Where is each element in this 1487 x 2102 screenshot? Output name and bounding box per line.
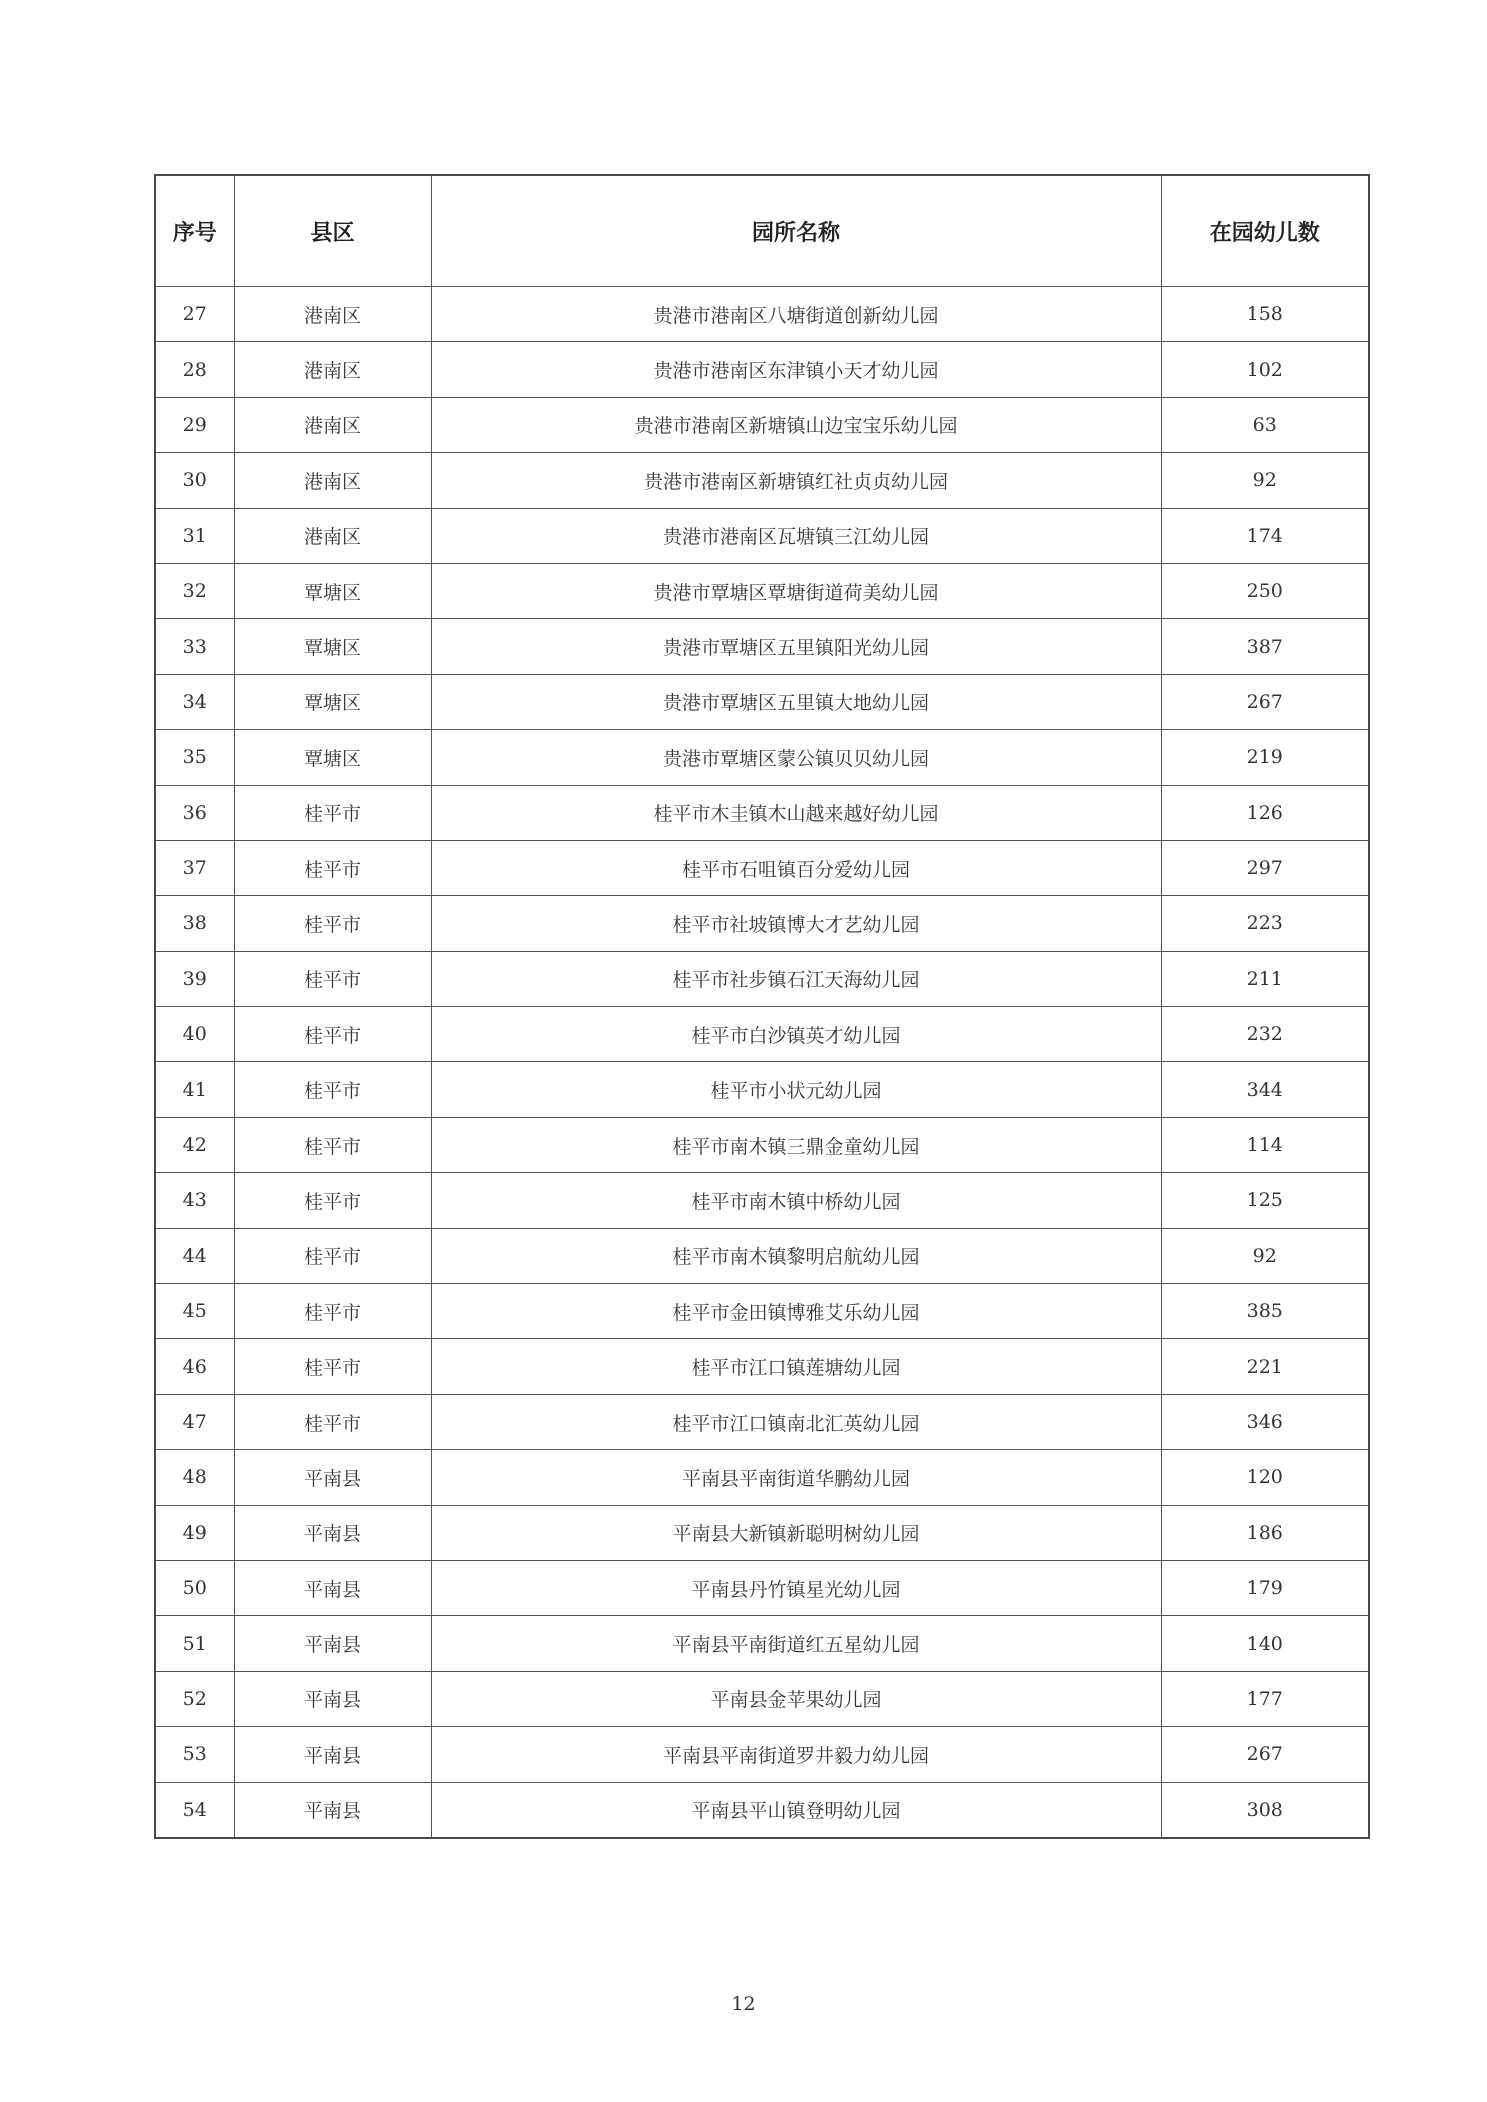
cell-serial-number: 32 [155,563,234,618]
cell-kindergarten-name: 桂平市社坡镇博大才艺幼儿园 [431,896,1161,951]
cell-enrolled-children: 179 [1161,1560,1369,1615]
cell-serial-number: 29 [155,397,234,452]
kindergarten-table [154,174,1370,1839]
table-row [155,619,1369,674]
table-row [155,508,1369,563]
cell-kindergarten-name: 平南县大新镇新聪明树幼儿园 [431,1505,1161,1560]
table-row [155,730,1369,785]
cell-county: 平南县 [234,1671,431,1726]
page-number: 12 [731,1993,756,2015]
cell-serial-number: 35 [155,730,234,785]
cell-serial-number: 53 [155,1727,234,1782]
cell-serial-number: 50 [155,1560,234,1615]
cell-serial-number: 42 [155,1117,234,1172]
cell-enrolled-children: 126 [1161,785,1369,840]
cell-serial-number: 41 [155,1062,234,1117]
cell-serial-number: 34 [155,674,234,729]
cell-enrolled-children: 219 [1161,730,1369,785]
cell-kindergarten-name: 桂平市社步镇石江天海幼儿园 [431,951,1161,1006]
cell-enrolled-children: 211 [1161,951,1369,1006]
cell-serial-number: 28 [155,342,234,397]
cell-enrolled-children: 346 [1161,1394,1369,1449]
cell-kindergarten-name: 桂平市金田镇博雅艾乐幼儿园 [431,1284,1161,1339]
cell-county: 桂平市 [234,1173,431,1228]
cell-enrolled-children: 223 [1161,896,1369,951]
cell-kindergarten-name: 贵港市覃塘区五里镇大地幼儿园 [431,674,1161,729]
cell-kindergarten-name: 贵港市港南区新塘镇山边宝宝乐幼儿园 [431,397,1161,452]
table-row [155,674,1369,729]
table-row [155,1228,1369,1283]
cell-serial-number: 52 [155,1671,234,1726]
table-row [155,1284,1369,1339]
table-body [155,287,1369,1838]
cell-enrolled-children: 267 [1161,1727,1369,1782]
cell-county: 覃塘区 [234,619,431,674]
cell-enrolled-children: 174 [1161,508,1369,563]
cell-kindergarten-name: 桂平市白沙镇英才幼儿园 [431,1007,1161,1062]
cell-enrolled-children: 140 [1161,1616,1369,1671]
cell-county: 覃塘区 [234,730,431,785]
table-row [155,342,1369,397]
table-row [155,1450,1369,1505]
cell-kindergarten-name: 平南县金苹果幼儿园 [431,1671,1161,1726]
cell-kindergarten-name: 桂平市江口镇南北汇英幼儿园 [431,1394,1161,1449]
cell-kindergarten-name: 桂平市南木镇三鼎金童幼儿园 [431,1117,1161,1172]
cell-kindergarten-name: 平南县平山镇登明幼儿园 [431,1782,1161,1838]
cell-kindergarten-name: 贵港市覃塘区五里镇阳光幼儿园 [431,619,1161,674]
table-row [155,1007,1369,1062]
table-row [155,1117,1369,1172]
cell-county: 港南区 [234,342,431,397]
cell-county: 覃塘区 [234,563,431,618]
cell-serial-number: 31 [155,508,234,563]
cell-serial-number: 48 [155,1450,234,1505]
cell-serial-number: 54 [155,1782,234,1838]
cell-enrolled-children: 344 [1161,1062,1369,1117]
cell-serial-number: 36 [155,785,234,840]
table-row [155,1505,1369,1560]
table-row [155,1394,1369,1449]
cell-county: 桂平市 [234,840,431,895]
table-row [155,1616,1369,1671]
table-header [155,175,1369,287]
header-county: 县区 [234,175,431,287]
cell-serial-number: 27 [155,287,234,342]
header-enrolled-children: 在园幼儿数 [1161,175,1369,287]
cell-enrolled-children: 102 [1161,342,1369,397]
cell-county: 桂平市 [234,1339,431,1394]
table-row [155,896,1369,951]
cell-kindergarten-name: 桂平市江口镇莲塘幼儿园 [431,1339,1161,1394]
cell-serial-number: 37 [155,840,234,895]
cell-serial-number: 33 [155,619,234,674]
cell-enrolled-children: 158 [1161,287,1369,342]
cell-enrolled-children: 186 [1161,1505,1369,1560]
cell-kindergarten-name: 平南县平南街道红五星幼儿园 [431,1616,1161,1671]
table-row [155,563,1369,618]
table-row [155,1671,1369,1726]
table-row [155,1173,1369,1228]
cell-kindergarten-name: 平南县丹竹镇星光幼儿园 [431,1560,1161,1615]
cell-serial-number: 43 [155,1173,234,1228]
table-row [155,1062,1369,1117]
cell-enrolled-children: 92 [1161,1228,1369,1283]
header-serial-number: 序号 [155,175,234,287]
cell-enrolled-children: 387 [1161,619,1369,674]
cell-county: 覃塘区 [234,674,431,729]
cell-enrolled-children: 232 [1161,1007,1369,1062]
cell-county: 平南县 [234,1450,431,1505]
cell-county: 桂平市 [234,951,431,1006]
cell-serial-number: 47 [155,1394,234,1449]
cell-county: 桂平市 [234,896,431,951]
cell-enrolled-children: 250 [1161,563,1369,618]
table-row [155,1727,1369,1782]
cell-county: 平南县 [234,1727,431,1782]
cell-kindergarten-name: 桂平市木圭镇木山越来越好幼儿园 [431,785,1161,840]
cell-enrolled-children: 63 [1161,397,1369,452]
cell-kindergarten-name: 贵港市港南区八塘街道创新幼儿园 [431,287,1161,342]
cell-enrolled-children: 385 [1161,1284,1369,1339]
cell-serial-number: 46 [155,1339,234,1394]
cell-county: 港南区 [234,453,431,508]
cell-kindergarten-name: 贵港市覃塘区覃塘街道荷美幼儿园 [431,563,1161,618]
cell-enrolled-children: 114 [1161,1117,1369,1172]
cell-serial-number: 44 [155,1228,234,1283]
cell-county: 桂平市 [234,1117,431,1172]
cell-kindergarten-name: 桂平市小状元幼儿园 [431,1062,1161,1117]
cell-kindergarten-name: 平南县平南街道罗井毅力幼儿园 [431,1727,1161,1782]
cell-enrolled-children: 125 [1161,1173,1369,1228]
cell-kindergarten-name: 贵港市港南区瓦塘镇三江幼儿园 [431,508,1161,563]
cell-serial-number: 51 [155,1616,234,1671]
table-row [155,840,1369,895]
cell-county: 桂平市 [234,1228,431,1283]
cell-county: 桂平市 [234,1394,431,1449]
cell-serial-number: 49 [155,1505,234,1560]
table-header-row [155,175,1369,287]
header-kindergarten-name: 园所名称 [431,175,1161,287]
cell-serial-number: 40 [155,1007,234,1062]
table-row [155,951,1369,1006]
cell-serial-number: 38 [155,896,234,951]
cell-kindergarten-name: 贵港市覃塘区蒙公镇贝贝幼儿园 [431,730,1161,785]
cell-county: 平南县 [234,1616,431,1671]
cell-county: 港南区 [234,508,431,563]
cell-county: 港南区 [234,397,431,452]
table-row [155,1560,1369,1615]
cell-county: 桂平市 [234,785,431,840]
cell-kindergarten-name: 贵港市港南区新塘镇红社贞贞幼儿园 [431,453,1161,508]
table-row [155,397,1369,452]
table-row [155,1782,1369,1838]
table-row [155,453,1369,508]
cell-enrolled-children: 120 [1161,1450,1369,1505]
cell-kindergarten-name: 贵港市港南区东津镇小天才幼儿园 [431,342,1161,397]
table-row [155,1339,1369,1394]
cell-kindergarten-name: 桂平市石咀镇百分爱幼儿园 [431,840,1161,895]
cell-enrolled-children: 308 [1161,1782,1369,1838]
cell-county: 平南县 [234,1505,431,1560]
cell-kindergarten-name: 桂平市南木镇黎明启航幼儿园 [431,1228,1161,1283]
cell-serial-number: 30 [155,453,234,508]
cell-county: 桂平市 [234,1284,431,1339]
cell-county: 港南区 [234,287,431,342]
cell-county: 桂平市 [234,1062,431,1117]
cell-kindergarten-name: 平南县平南街道华鹏幼儿园 [431,1450,1161,1505]
cell-enrolled-children: 221 [1161,1339,1369,1394]
cell-enrolled-children: 92 [1161,453,1369,508]
table-row [155,785,1369,840]
cell-county: 平南县 [234,1560,431,1615]
cell-enrolled-children: 267 [1161,674,1369,729]
table-row [155,287,1369,342]
cell-kindergarten-name: 桂平市南木镇中桥幼儿园 [431,1173,1161,1228]
cell-county: 桂平市 [234,1007,431,1062]
cell-serial-number: 45 [155,1284,234,1339]
cell-enrolled-children: 177 [1161,1671,1369,1726]
cell-enrolled-children: 297 [1161,840,1369,895]
cell-serial-number: 39 [155,951,234,1006]
cell-county: 平南县 [234,1782,431,1838]
